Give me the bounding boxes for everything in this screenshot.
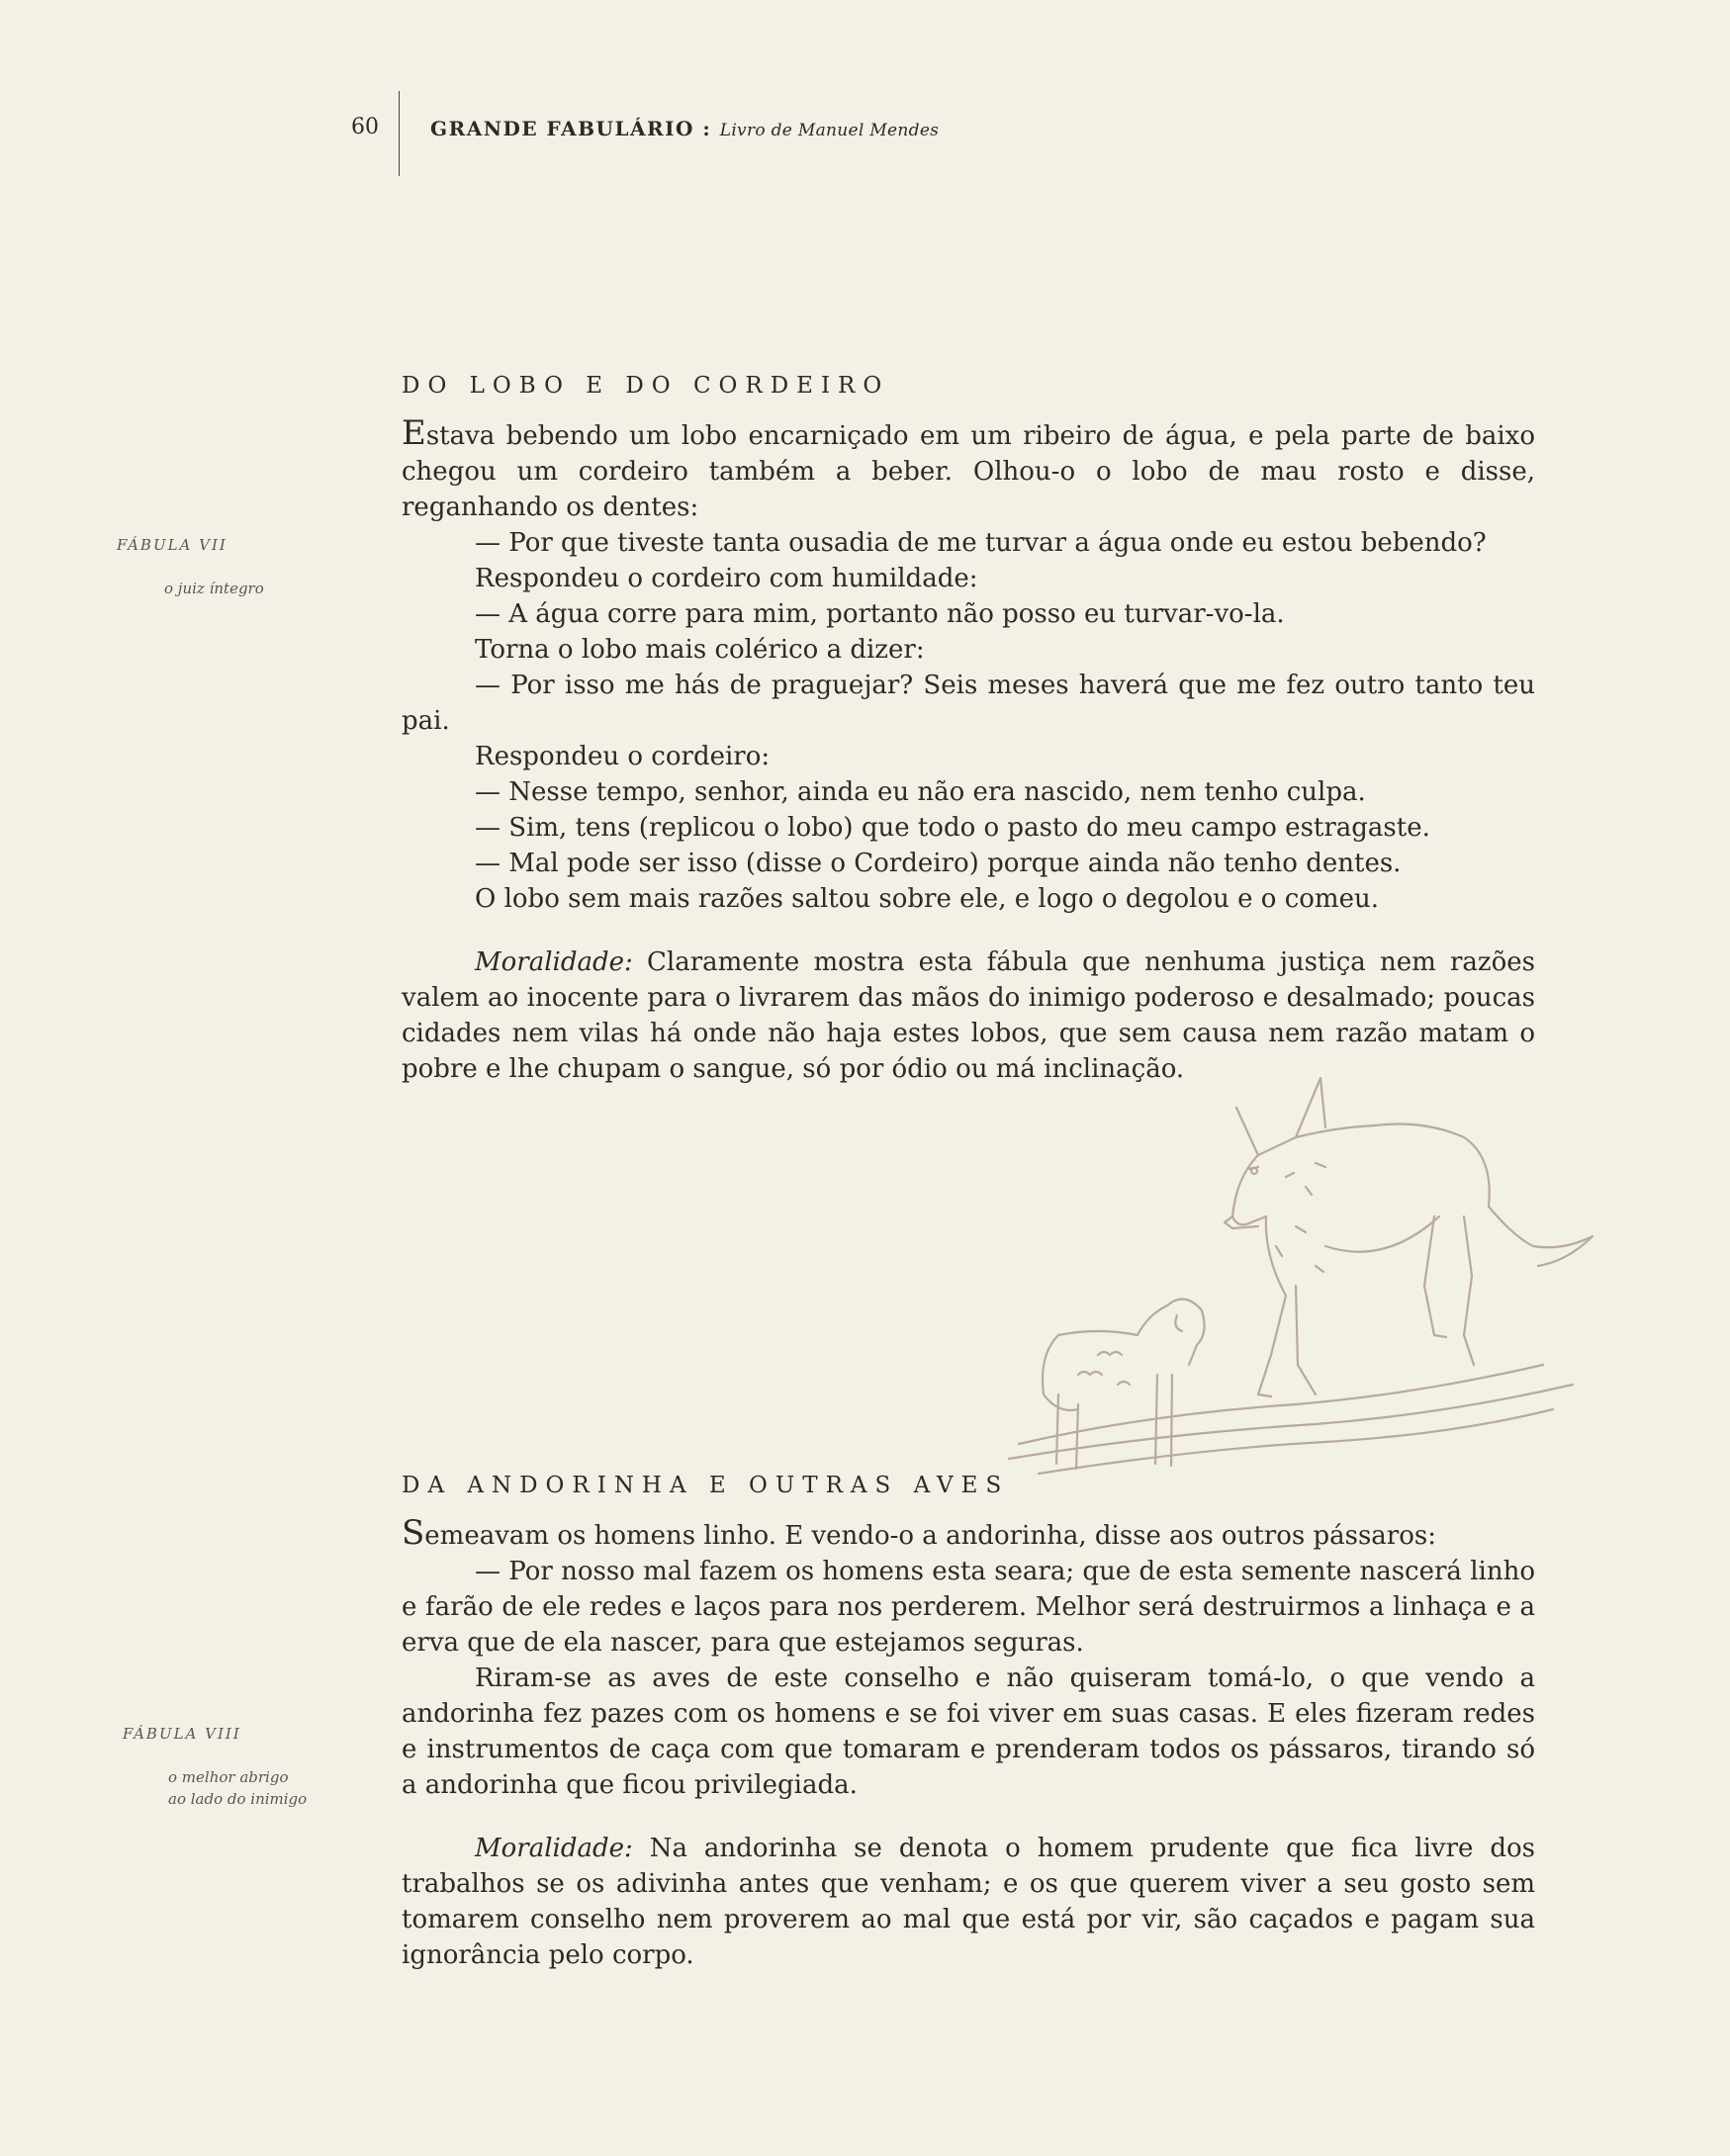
fable-7-line-7: — Nesse tempo, senhor, ainda eu não era nascido, nem tenho culpa. — [475, 777, 1366, 807]
fable-8-margin-note — [123, 1723, 380, 1810]
fable-8-paragraph-3: Riram-se as aves de este conselho e não quiseram tomá-lo, o que vendo a andorinha fez pazes com os homens e se foi viver em suas casas. E eles fizeram redes e instrumentos de caça com que tomaram e prenderam todos os pássaros, tirando só a andorinha que ficou privilegiada. — [402, 1663, 1535, 1800]
fable-7-line-3: — A água corre para mim, portanto não posso eu turvar-vo-la. — [475, 599, 1285, 629]
fable-7-paragraph-1: Estava bebendo um lobo encarniçado em um ribeiro de água, e pela parte de baixo chegou um cordeiro também a beber. Olhou-o o lobo de mau rosto e disse, reganhando os dentes: — [402, 413, 1535, 522]
fable-7-line-5: — Por isso me hás de praguejar? Seis meses haverá que me fez outro tanto teu pai. — [402, 671, 1535, 736]
fable-7-line-2: Respondeu o cordeiro com humildade: — [475, 564, 978, 593]
fable-7-line-9: — Mal pode ser isso (disse o Cordeiro) porque ainda não tenho dentes. — [475, 849, 1402, 878]
fable-7-line-1: — Por que tiveste tanta ousadia de me turvar a água onde eu estou bebendo? — [475, 528, 1487, 558]
lamb-sketch — [1043, 1300, 1205, 1469]
ground-sketch — [1009, 1365, 1573, 1474]
fable-7-moral-label: Moralidade: — [475, 947, 633, 977]
book-author: Livro de Manuel Mendes — [719, 121, 940, 140]
fable-7-body — [402, 415, 1535, 1087]
fable-8-paragraph-2: — Por nosso mal fazem os homens esta seara; que de esta semente nascerá linho e farão de ele redes e laços para nos perderem. Melhor será destruirmos a linhaça e a erva que de ela nascer, para que estejamos seguras. — [402, 1557, 1535, 1658]
fable-8-moral-label: Moralidade: — [475, 1834, 633, 1863]
fable-7-label: FÁBULA VII — [117, 536, 228, 554]
fable-7-line-4: Torna o lobo mais colérico a dizer: — [475, 635, 925, 665]
fable-7-title: DO LOBO E DO CORDEIRO — [402, 373, 890, 400]
wolf-sketch — [1225, 1078, 1593, 1396]
fable-7-moral: Moralidade: Claramente mostra esta fábula que nenhuma justiça nem razões valem ao inocente para o livrarem das mãos do inimigo poderoso e desalmado; poucas cidades nem vilas há onde não haja estes lobos, que sem causa nem razão matam o pobre e lhe chupam o sangue, só por ódio ou má inclinação. — [402, 947, 1535, 1084]
fable-7-line-8: — Sim, tens (replicou o lobo) que todo o pasto do meu campo estragaste. — [475, 813, 1430, 843]
fable-8-moral: Moralidade: Na andorinha se denota o homem prudente que fica livre dos trabalhos se os adivinha antes que venham; e os que querem viver a seu gosto sem tomarem conselho nem proverem ao mal que está por vir, são caçados e pagam sua ignorância pelo corpo. — [402, 1834, 1535, 1970]
fable-8-label: FÁBULA VIII — [123, 1725, 241, 1743]
fable-8-body — [402, 1515, 1535, 1973]
fable-7-drop-letter: E — [402, 413, 426, 453]
page-number: 60 — [351, 115, 379, 139]
fable-7-margin-note — [117, 534, 374, 599]
header-divider — [399, 91, 400, 176]
fable-8-paragraph-1: Semeavam os homens linho. E vendo-o a andorinha, disse aos outros pássaros: — [402, 1513, 1436, 1553]
fable-8-title: DA ANDORINHA E OUTRAS AVES — [402, 1473, 1010, 1499]
fable-8-subtitle-1: o melhor abrigo — [168, 1768, 289, 1786]
wolf-and-lamb-illustration — [999, 1068, 1612, 1493]
fable-7-line-6: Respondeu o cordeiro: — [475, 742, 771, 771]
fable-7-subtitle: o juiz íntegro — [164, 580, 264, 597]
fable-7-line-10: O lobo sem mais razões saltou sobre ele, e logo o degolou e o comeu. — [475, 884, 1379, 914]
fable-8-drop-letter: S — [402, 1513, 425, 1553]
book-title: GRANDE FABULÁRIO : Livro de Manuel Mendes — [430, 117, 940, 140]
fable-8-subtitle-2: ao lado do inimigo — [168, 1790, 308, 1808]
